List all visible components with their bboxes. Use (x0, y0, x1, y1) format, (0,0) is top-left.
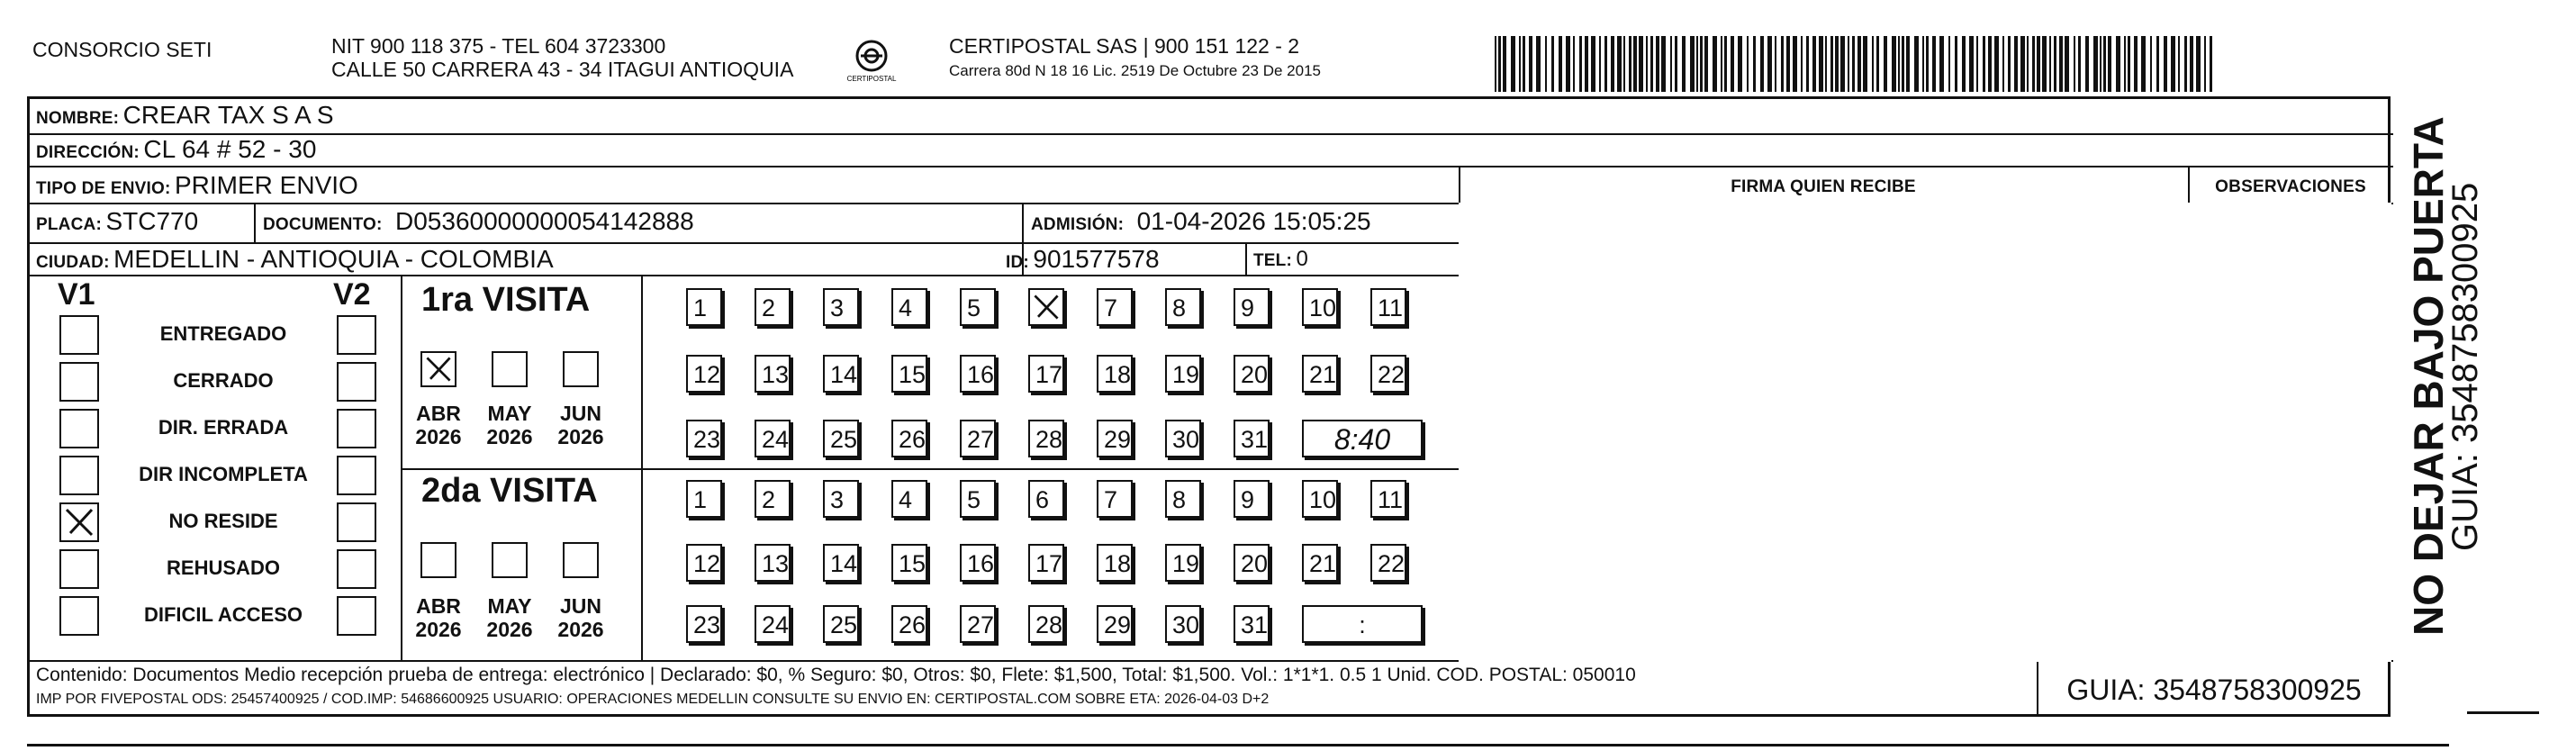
barcode-bar (1545, 36, 1547, 92)
barcode-bar (2141, 36, 2146, 92)
placa-value: STC770 (105, 207, 199, 235)
first-visit-day-11[interactable]: 11 (1370, 288, 1406, 326)
first-visit-day-31[interactable]: 31 (1234, 420, 1270, 457)
barcode-bar (1721, 36, 1722, 92)
second-visit-day-25[interactable]: 25 (823, 605, 859, 643)
second-visit-day-27[interactable]: 27 (960, 605, 996, 643)
second-visit-day-16[interactable]: 16 (960, 544, 996, 582)
barcode-bar (2124, 36, 2126, 92)
barcode-bar (2074, 36, 2075, 92)
documento-cell (263, 207, 694, 236)
barcode-bar (1892, 36, 1896, 92)
barcode-bar (1962, 36, 1966, 92)
year-label: 2026 (486, 425, 533, 448)
nombre-row (36, 101, 334, 130)
barcode-bar (1922, 36, 1924, 92)
first-visit-day-28[interactable]: 28 (1028, 420, 1064, 457)
contenido-line: Contenido: Documentos Medio recepción prueba de entrega: electrónico | Declarado: $0, % Seguro: $0, Otros: $0, Flete: $1,500, Total: $1,500. Vol.: 1*1*1. 0.5 1 Unid. COD. POSTAL: 050010 (36, 665, 1636, 685)
v2-checkbox[interactable] (337, 315, 376, 355)
v1-checkbox[interactable] (59, 409, 99, 448)
month-checkbox-jun[interactable] (563, 351, 599, 387)
second-visit-day-14[interactable]: 14 (823, 544, 859, 582)
second-visit-day-21[interactable]: 21 (1302, 544, 1338, 582)
first-visit-title: 1ra VISITA (421, 281, 591, 319)
first-visit-day-7[interactable]: 7 (1097, 288, 1133, 326)
month-label: JUN (559, 402, 601, 425)
barcode-bar (2171, 36, 2175, 92)
barcode-bar (1696, 36, 1698, 92)
barcode-bar (1675, 36, 1677, 92)
status-label: DIR. ERRADA (158, 416, 289, 439)
certipostal-line1: CERTIPOSTAL SAS | 900 151 122 - 2 (949, 34, 1300, 58)
barcode-bar (1682, 36, 1686, 92)
second-visit-day-23[interactable]: 23 (686, 605, 722, 643)
barcode-bar (1914, 36, 1919, 92)
firma-header: FIRMA QUIEN RECIBE (1731, 177, 1916, 196)
barcode-bar (1633, 36, 1637, 92)
year-label: 2026 (557, 425, 604, 448)
certipostal-line2: Carrera 80d N 18 16 Lic. 2519 De Octubre 23 De 2015 (949, 62, 1321, 79)
barcode-bar (1519, 36, 1521, 92)
barcode-bar (1753, 36, 1756, 92)
second-visit-day-20[interactable]: 20 (1234, 544, 1270, 582)
second-visit-day-4[interactable]: 4 (891, 480, 927, 518)
no-dejar-bajo-puerta: NO DEJAR BAJO PUERTA (2405, 116, 2452, 636)
barcode-bar (1898, 36, 1900, 92)
barcode-bar (1812, 36, 1816, 92)
barcode-bar (1939, 36, 1944, 92)
barcode-bar (1523, 36, 1525, 92)
second-visit-day-19[interactable]: 19 (1165, 544, 1201, 582)
barcode-bar (1988, 36, 1992, 92)
month-caption (410, 402, 467, 448)
first-visit-day-17[interactable]: 17 (1028, 355, 1064, 393)
first-visit-day-27[interactable]: 27 (960, 420, 996, 457)
barcode-bar (1775, 36, 1776, 92)
barcode-bar (1793, 36, 1797, 92)
second-visit-day-17[interactable]: 17 (1028, 544, 1064, 582)
barcode-bar (1646, 36, 1648, 92)
barcode-bar (1579, 36, 1582, 92)
year-label: 2026 (415, 618, 462, 641)
second-visit-day-10[interactable]: 10 (1302, 480, 1338, 518)
barcode-bar (1801, 36, 1803, 92)
barcode-bar (1926, 36, 1929, 92)
first-visit-day-24[interactable]: 24 (755, 420, 791, 457)
first-visit-day-16[interactable]: 16 (960, 355, 996, 393)
barcode-bar (2049, 36, 2051, 92)
first-visit-day-2[interactable]: 2 (755, 288, 791, 326)
month-caption (481, 402, 538, 448)
barcode-bar (1955, 36, 1957, 92)
tel-cell (1253, 247, 1308, 272)
second-visit-day-7[interactable]: 7 (1097, 480, 1133, 518)
barcode-bar (1661, 36, 1666, 92)
second-visit-day-9[interactable]: 9 (1234, 480, 1270, 518)
month-checkbox-abr[interactable] (420, 542, 456, 578)
month-label: ABR (416, 594, 461, 618)
barcode-bar (2178, 36, 2180, 92)
v1-checkbox[interactable] (59, 315, 99, 355)
barcode-bar (1585, 36, 1588, 92)
id-value: 901577578 (1033, 245, 1160, 273)
barcode-bar (1599, 36, 1601, 92)
barcode-bar (2128, 36, 2130, 92)
first-visit-day-9[interactable]: 9 (1234, 288, 1270, 326)
month-checkbox-abr[interactable] (420, 351, 456, 387)
second-visit-day-22[interactable]: 22 (1370, 544, 1406, 582)
direccion-row (36, 135, 316, 164)
v2-checkbox[interactable] (337, 596, 376, 636)
barcode-bar (2085, 36, 2089, 92)
barcode-bar (2014, 36, 2018, 92)
barcode-bar (2134, 36, 2138, 92)
documento-label: DOCUMENTO: (263, 215, 383, 234)
status-label: DIFICIL ACCESO (143, 603, 303, 626)
barcode-bar (1806, 36, 1809, 92)
barcode-bar (2059, 36, 2063, 92)
barcode-bar (2196, 36, 2201, 92)
second-visit-day-12[interactable]: 12 (686, 544, 722, 582)
status-label: NO RESIDE (168, 510, 278, 532)
status-label: ENTREGADO (159, 322, 287, 345)
first-visit-day-18[interactable]: 18 (1097, 355, 1133, 393)
first-visit-day-19[interactable]: 19 (1165, 355, 1201, 393)
barcode-bar (2042, 36, 2047, 92)
first-visit-day-8[interactable]: 8 (1165, 288, 1201, 326)
first-visit-day-14[interactable]: 14 (823, 355, 859, 393)
v2-checkbox[interactable] (337, 502, 376, 542)
barcode-bar (1639, 36, 1643, 92)
barcode-bar (1690, 36, 1695, 92)
admision-label: ADMISIÓN: (1031, 215, 1125, 234)
placa-label: PLACA: (36, 215, 102, 234)
month-caption (410, 594, 467, 641)
tipo-envio-value: PRIMER ENVIO (175, 171, 358, 199)
month-checkbox-may[interactable] (492, 351, 528, 387)
barcode-bar (1573, 36, 1575, 92)
barcode-bar (1932, 36, 1936, 92)
barcode-bar (2027, 36, 2029, 92)
month-checkbox-jun[interactable] (563, 542, 599, 578)
v1-checkbox[interactable] (59, 362, 99, 402)
v1-checkbox[interactable] (59, 456, 99, 495)
barcode-bar (1700, 36, 1703, 92)
barcode-bar (1830, 36, 1833, 92)
v1-checkbox[interactable] (59, 596, 99, 636)
second-visit-day-1[interactable]: 1 (686, 480, 722, 518)
id-cell (1006, 245, 1160, 274)
second-visit-day-13[interactable]: 13 (755, 544, 791, 582)
guia-box: GUIA: 3548758300925 (2066, 674, 2362, 706)
month-caption (552, 402, 610, 448)
second-visit-day-30[interactable]: 30 (1165, 605, 1201, 643)
barcode-bar (1713, 36, 1717, 92)
v2-checkbox[interactable] (337, 456, 376, 495)
barcode-bar (2100, 36, 2101, 92)
barcode-bar (2210, 36, 2212, 92)
barcode-bar (1786, 36, 1790, 92)
barcode-bar (1670, 36, 1672, 92)
first-visit-day-10[interactable]: 10 (1302, 288, 1338, 326)
barcode-bar (2156, 36, 2159, 92)
barcode-bar (1629, 36, 1631, 92)
direccion-value: CL 64 # 52 - 30 (143, 135, 317, 163)
barcode-bar (1852, 36, 1855, 92)
ciudad-label: CIUDAD: (36, 253, 110, 272)
first-visit-day-12[interactable]: 12 (686, 355, 722, 393)
barcode-bar (2093, 36, 2098, 92)
barcode-bar (1857, 36, 1861, 92)
barcode-bar (1781, 36, 1784, 92)
imp-line: IMP POR FIVEPOSTAL ODS: 25457400925 / COD.IMP: 54686600925 USUARIO: OPERACIONES MEDELLIN CONSULTE SU ENVIO EN: CERTIPOSTAL.COM SOBRE ETA: 2026-04-03 D+2 (36, 692, 1270, 707)
barcode-bar (1617, 36, 1622, 92)
direccion-label: DIRECCIÓN: (36, 143, 140, 162)
year-label: 2026 (486, 618, 533, 641)
second-visit-day-15[interactable]: 15 (891, 544, 927, 582)
first-visit-day-22[interactable]: 22 (1370, 355, 1406, 393)
second-visit-day-28[interactable]: 28 (1028, 605, 1064, 643)
barcode-bar (1976, 36, 1978, 92)
barcode-bar (2078, 36, 2081, 92)
barcode-bar (1656, 36, 1659, 92)
second-visit-day-29[interactable]: 29 (1097, 605, 1133, 643)
first-visit-day-13[interactable]: 13 (755, 355, 791, 393)
barcode-bar (1969, 36, 1974, 92)
second-visit-day-31[interactable]: 31 (1234, 605, 1270, 643)
second-visit-day-5[interactable]: 5 (960, 480, 996, 518)
first-visit-day-25[interactable]: 25 (823, 420, 859, 457)
barcode-bar (2032, 36, 2035, 92)
barcode-bar (1503, 36, 1506, 92)
year-label: 2026 (415, 425, 462, 448)
first-visit-day-21[interactable]: 21 (1302, 355, 1338, 393)
month-caption (552, 594, 610, 641)
barcode-bar (1876, 36, 1879, 92)
barcode-bar (2184, 36, 2187, 92)
admision-value: 01-04-2026 15:05:25 (1136, 207, 1371, 235)
first-visit-day-4[interactable]: 4 (891, 288, 927, 326)
placa-cell (36, 207, 198, 236)
nombre-label: NOMBRE: (36, 109, 120, 128)
second-visit-day-2[interactable]: 2 (755, 480, 791, 518)
second-visit-day-3[interactable]: 3 (823, 480, 859, 518)
barcode-bar (1835, 36, 1839, 92)
barcode-bar (1948, 36, 1950, 92)
nombre-value: CREAR TAX S A S (122, 101, 334, 129)
barcode-bar (1604, 36, 1607, 92)
first-visit-day-15[interactable]: 15 (891, 355, 927, 393)
side-guia: GUIA: 3548758300925 (2445, 182, 2485, 551)
sender-address: CALLE 50 CARRERA 43 - 34 ITAGUI ANTIOQUIA (331, 58, 794, 81)
barcode-bar (1498, 36, 1501, 92)
barcode-bar (1650, 36, 1653, 92)
barcode-bar (1704, 36, 1708, 92)
barcode-bar (2108, 36, 2111, 92)
v2-checkbox[interactable] (337, 362, 376, 402)
barcode-bar (1863, 36, 1867, 92)
second-visit-time-box[interactable]: : (1302, 605, 1423, 643)
observaciones-header: OBSERVACIONES (2215, 177, 2366, 196)
v1-header: V1 (58, 277, 95, 312)
barcode-bar (2008, 36, 2011, 92)
barcode-bar (1738, 36, 1742, 92)
barcode-bar (1902, 36, 1904, 92)
barcode-bar (2103, 36, 2106, 92)
barcode-bar (2190, 36, 2193, 92)
first-visit-day-23[interactable]: 23 (686, 420, 722, 457)
barcode-bar (1848, 36, 1849, 92)
month-label: JUN (559, 594, 601, 618)
barcode (1495, 36, 2215, 92)
barcode-bar (1760, 36, 1764, 92)
tipo-envio-label: TIPO DE ENVIO: (36, 179, 171, 198)
v2-header: V2 (333, 277, 371, 312)
tel-value: 0 (1296, 247, 1308, 271)
status-label: CERRADO (173, 369, 274, 392)
certipostal-logo (836, 36, 908, 94)
barcode-bar (1906, 36, 1910, 92)
v2-checkbox[interactable] (337, 409, 376, 448)
barcode-bar (1825, 36, 1827, 92)
barcode-bar (2054, 36, 2056, 92)
documento-value: D05360000000054142888 (395, 207, 694, 235)
month-label: MAY (487, 402, 532, 425)
id-label: ID: (1006, 253, 1029, 272)
barcode-bar (2164, 36, 2167, 92)
barcode-bar (1767, 36, 1772, 92)
barcode-bar (1591, 36, 1595, 92)
nit-line: NIT 900 118 375 - TEL 604 3723300 (331, 34, 666, 58)
signature-area[interactable] (1459, 203, 2190, 662)
barcode-bar (1495, 36, 1496, 92)
barcode-bar (1747, 36, 1749, 92)
ciudad-cell (36, 245, 554, 274)
second-visit-day-6[interactable]: 6 (1028, 480, 1064, 518)
second-visit-day-26[interactable]: 26 (891, 605, 927, 643)
first-visit-day-1[interactable]: 1 (686, 288, 722, 326)
second-visit-day-18[interactable]: 18 (1097, 544, 1133, 582)
status-label: DIR INCOMPLETA (139, 463, 308, 485)
second-visit-title: 2da VISITA (421, 472, 598, 510)
barcode-bar (1559, 36, 1562, 92)
barcode-bar (2002, 36, 2004, 92)
month-label: MAY (487, 594, 532, 618)
second-visit-day-8[interactable]: 8 (1165, 480, 1201, 518)
barcode-bar (2116, 36, 2120, 92)
barcode-bar (2204, 36, 2206, 92)
tel-label: TEL: (1253, 251, 1293, 270)
ciudad-value: MEDELLIN - ANTIOQUIA - COLOMBIA (113, 245, 554, 273)
barcode-bar (2020, 36, 2025, 92)
barcode-bar (1724, 36, 1727, 92)
v1-checkbox[interactable] (59, 502, 99, 542)
svg-text:CERTIPOSTAL: CERTIPOSTAL (846, 75, 897, 83)
barcode-bar (1551, 36, 1554, 92)
company-name: CONSORCIO SETI (32, 38, 212, 61)
first-visit-day-5[interactable]: 5 (960, 288, 996, 326)
second-visit-day-11[interactable]: 11 (1370, 480, 1406, 518)
month-checkbox-may[interactable] (492, 542, 528, 578)
first-visit-day-20[interactable]: 20 (1234, 355, 1270, 393)
first-visit-day-6[interactable] (1028, 288, 1064, 326)
first-visit-day-30[interactable]: 30 (1165, 420, 1201, 457)
month-caption (481, 594, 538, 641)
barcode-bar (1983, 36, 1985, 92)
first-visit-day-26[interactable]: 26 (891, 420, 927, 457)
barcode-bar (2037, 36, 2040, 92)
barcode-bar (1884, 36, 1887, 92)
v2-checkbox[interactable] (337, 549, 376, 589)
barcode-bar (1611, 36, 1614, 92)
first-visit-day-3[interactable]: 3 (823, 288, 859, 326)
barcode-bar (1536, 36, 1541, 92)
month-label: ABR (416, 402, 461, 425)
barcode-bar (1872, 36, 1874, 92)
barcode-bar (1840, 36, 1845, 92)
barcode-bar (1731, 36, 1734, 92)
barcode-bar (1529, 36, 1532, 92)
tipo-envio-row (36, 171, 358, 200)
v1-checkbox[interactable] (59, 549, 99, 589)
barcode-bar (2065, 36, 2069, 92)
second-visit-day-24[interactable]: 24 (755, 605, 791, 643)
barcode-bar (1623, 36, 1625, 92)
first-visit-day-29[interactable]: 29 (1097, 420, 1133, 457)
admision-cell (1031, 207, 1371, 236)
first-visit-time-box[interactable]: 8:40 (1302, 420, 1423, 457)
barcode-bar (2150, 36, 2152, 92)
barcode-bar (1511, 36, 1515, 92)
status-label: REHUSADO (167, 556, 280, 579)
observations-area[interactable] (2190, 203, 2391, 662)
year-label: 2026 (557, 618, 604, 641)
barcode-bar (1566, 36, 1570, 92)
barcode-bar (1994, 36, 1999, 92)
barcode-bar (1819, 36, 1823, 92)
